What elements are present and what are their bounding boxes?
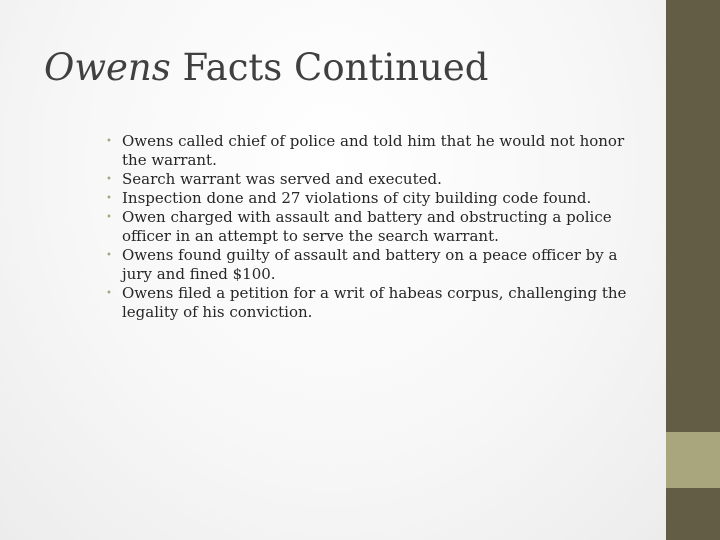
bullet-text: Owens called chief of police and told him that he would not honor the warrant. bbox=[122, 132, 625, 169]
bullet-item bbox=[104, 132, 639, 170]
slide-title bbox=[44, 44, 488, 92]
side-accent-block bbox=[666, 432, 720, 488]
bullet-dot: • bbox=[106, 250, 112, 261]
bullet-text: Owen charged with assault and battery and obstructing a police officer in an attempt to serve the search warrant. bbox=[122, 208, 612, 245]
bullet-text: Inspection done and 27 violations of city building code found. bbox=[122, 189, 592, 207]
bullet-list bbox=[104, 132, 639, 322]
bullet-item bbox=[104, 246, 639, 284]
bullet-item bbox=[104, 284, 639, 322]
bullet-dot: • bbox=[106, 288, 112, 299]
slide-title-italic: Owens bbox=[44, 46, 171, 89]
bullet-item bbox=[104, 208, 639, 246]
bullet-item bbox=[104, 170, 639, 189]
bullet-dot: • bbox=[106, 212, 112, 223]
bullet-text: Owens filed a petition for a writ of habeas corpus, challenging the legality of his conviction. bbox=[122, 284, 627, 321]
bullet-dot: • bbox=[106, 136, 112, 147]
bullet-dot: • bbox=[106, 174, 112, 185]
bullet-text: Search warrant was served and executed. bbox=[122, 170, 442, 188]
bullet-dot: • bbox=[106, 193, 112, 204]
bullet-text: Owens found guilty of assault and battery on a peace officer by a jury and fined $100. bbox=[122, 246, 618, 283]
slide-title-rest: Facts Continued bbox=[170, 46, 489, 89]
bullet-item bbox=[104, 189, 639, 208]
